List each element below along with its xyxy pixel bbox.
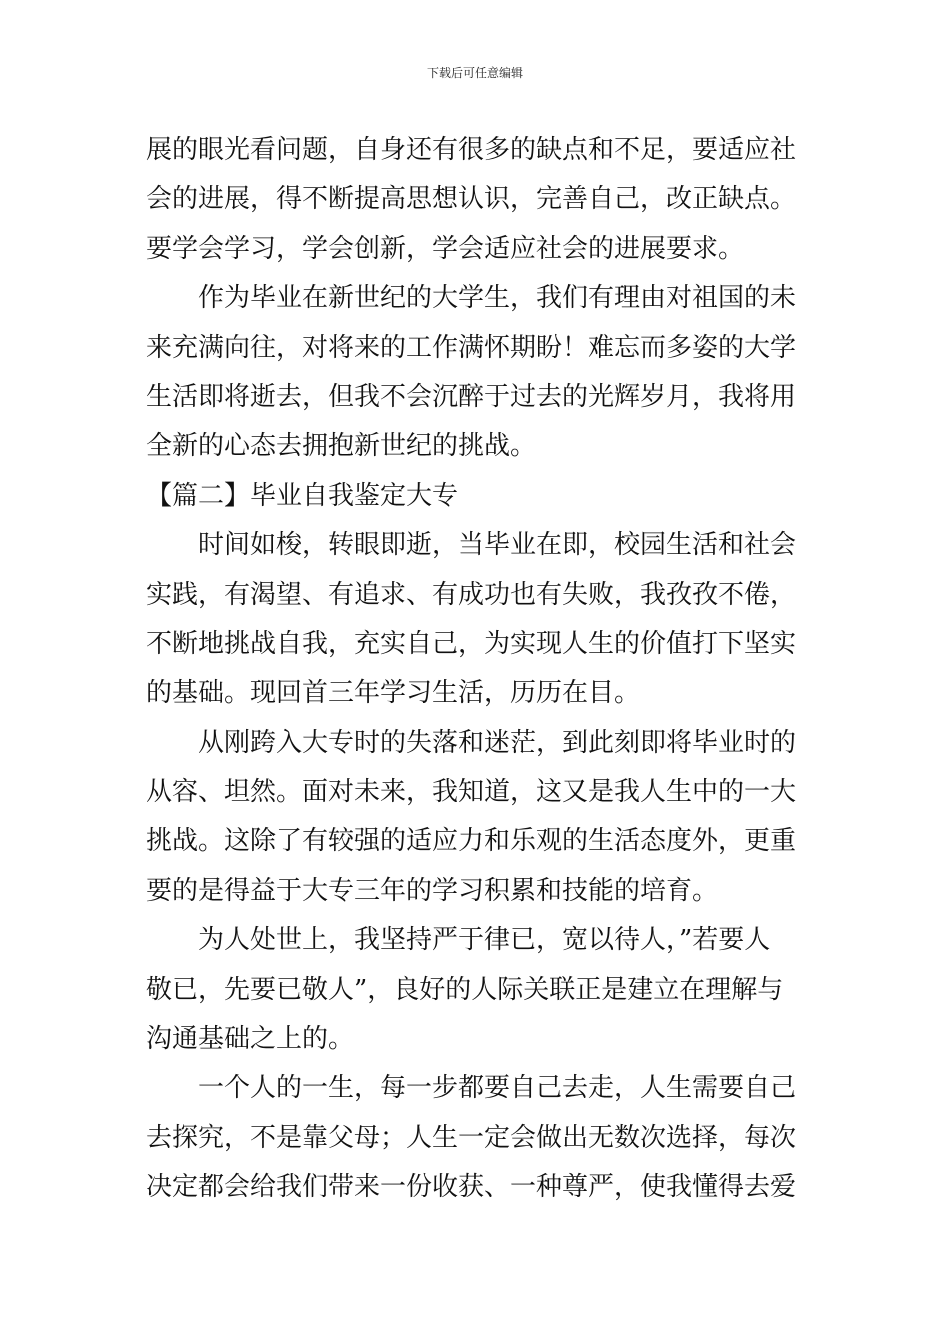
text-line: 展的眼光看问题，自身还有很多的缺点和不足，要适应社 — [146, 135, 797, 165]
document-body — [146, 126, 810, 1213]
page-header-note: 下载后可任意编辑 — [426, 66, 523, 80]
text-line: 去探究，不是靠父母；人生一定会做出无数次选择，每次 — [146, 1122, 797, 1153]
paragraph-first-line: 从刚跨入大专时的失落和迷茫，到此刻即将毕业时的 — [198, 727, 797, 758]
text-line: 要学会学习，学会创新，学会适应社会的进展要求。 — [146, 233, 745, 264]
paragraph-first-line: 时间如梭，转眼即逝，当毕业在即，校园生活和社会 — [198, 530, 797, 561]
text-line: 的基础。现回首三年学习生活，历历在目。 — [146, 678, 641, 709]
text-line: 全新的心态去拥抱新世纪的挑战。 — [146, 431, 537, 462]
text-line: 实践，有渴望、有追求、有成功也有失败，我孜孜不倦， — [146, 579, 797, 610]
paragraph-first-line: 作为毕业在新世纪的大学生，我们有理由对祖国的未 — [198, 283, 797, 314]
paragraph-first-line: 一个人的一生，每一步都要自己去走，人生需要自己 — [198, 1073, 797, 1104]
text-line: 挑战。这除了有较强的适应力和乐观的生活态度外，更重 — [146, 826, 797, 857]
text-line: 不断地挑战自我，充实自己，为实现人生的价值打下坚实 — [146, 628, 797, 659]
text-line: 沟通基础之上的。 — [146, 1024, 355, 1055]
text-line: 会的进展，得不断提高思想认识，完善自己，改正缺点。 — [146, 184, 797, 215]
paragraph-first-line: 为人处世上，我坚持严于律已，宽以待人，”若要人 — [198, 925, 771, 956]
text-line: 敬已，先要已敬人”，良好的人际关联正是建立在理解与 — [146, 974, 784, 1005]
text-line: 决定都会给我们带来一份收获、一种尊严，使我懂得去爱 — [146, 1172, 797, 1203]
text-line: 要的是得益于大专三年的学习积累和技能的培育。 — [146, 875, 719, 906]
section-heading: 【篇二】毕业自我鉴定大专 — [146, 480, 459, 511]
text-line: 从容、坦然。面对未来，我知道，这又是我人生中的一大 — [146, 777, 797, 808]
text-line: 生活即将逝去，但我不会沉醉于过去的光辉岁月，我将用 — [146, 381, 797, 412]
text-line: 来充满向往，对将来的工作满怀期盼！难忘而多姿的大学 — [146, 332, 797, 363]
